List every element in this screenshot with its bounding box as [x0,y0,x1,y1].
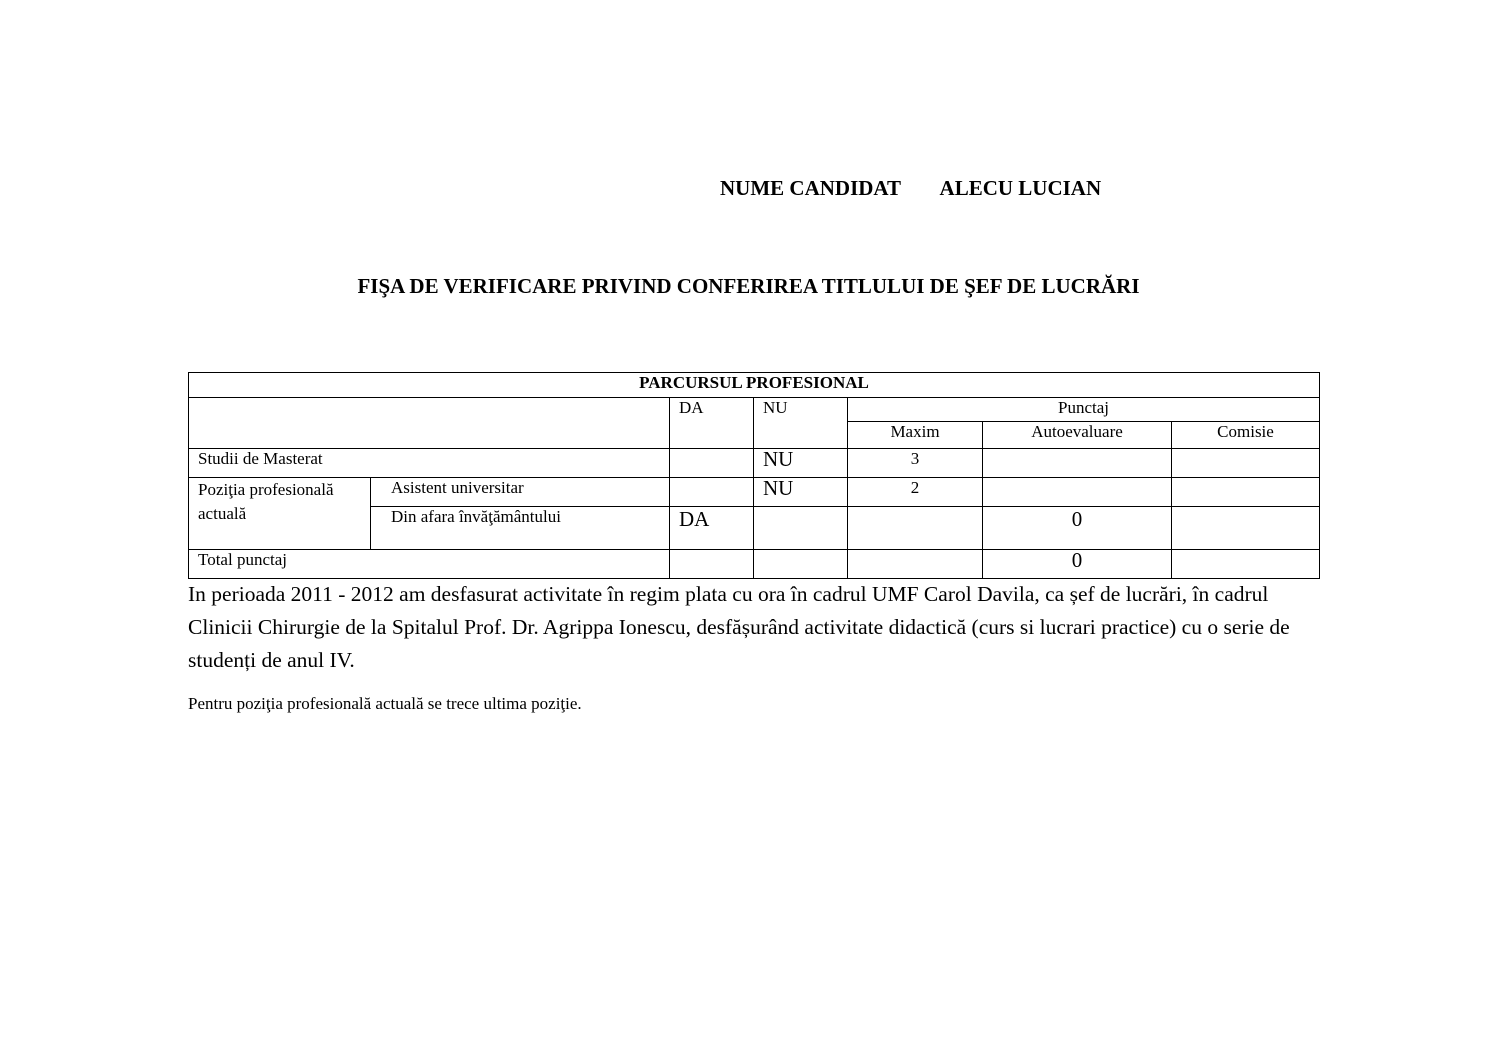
row-label: Din afara învăţământului [371,507,670,550]
col-punctaj: Punctaj [848,398,1320,422]
footnote: Pentru poziţia profesională actuală se trece ultima poziţie. [188,694,582,713]
cell-maxim: 2 [848,478,983,507]
cell-maxim [848,507,983,550]
row-label: Total punctaj [189,550,670,579]
col-da: DA [670,398,754,449]
cell-nu: NU [754,478,848,507]
activity-paragraph: In perioada 2011 - 2012 am desfasurat activitate în regim plata cu ora în cadrul UMF Carol Davila, ca șef de lucrări, în cadrul Clinicii Chirurgie de la Spitalul Prof. Dr. Agrippa Ionescu, desfășurând activitate didactică (curs si lucrari practice) cu o serie de studenți de anul IV. [188,582,1290,672]
cell-da: DA [670,507,754,550]
table-row [189,550,1320,579]
row-label: Studii de Masterat [189,449,670,478]
col-comisie: Comisie [1172,422,1320,449]
row-label: Asistent universitar [371,478,670,507]
cell-nu [754,550,848,579]
section-header: PARCURSUL PROFESIONAL [189,373,1320,398]
candidate-label: NUME CANDIDAT [720,176,902,200]
col-autoevaluare: Autoevaluare [983,422,1172,449]
cell-da [670,478,754,507]
evaluation-table [188,372,1320,579]
page-title: FIŞA DE VERIFICARE PRIVIND CONFERIREA TITLULUI DE ŞEF DE LUCRĂRI [357,274,1140,298]
col-nu: NU [754,398,848,449]
cell-maxim: 3 [848,449,983,478]
cell-comisie [1172,449,1320,478]
cell-comisie [1172,507,1320,550]
col-maxim: Maxim [848,422,983,449]
cell-da [670,449,754,478]
cell-comisie [1172,478,1320,507]
table-row [189,478,1320,507]
cell-auto: 0 [983,550,1172,579]
cell-auto [983,449,1172,478]
row-group-label: Poziţia profesională actuală [189,478,371,550]
cell-nu [754,507,848,550]
candidate-header [720,176,1101,201]
candidate-name: ALECU LUCIAN [939,176,1102,200]
cell-nu: NU [754,449,848,478]
empty-header-cell [189,398,670,449]
cell-auto: 0 [983,507,1172,550]
cell-da [670,550,754,579]
cell-comisie [1172,550,1320,579]
cell-auto [983,478,1172,507]
cell-maxim [848,550,983,579]
table-row [189,449,1320,478]
